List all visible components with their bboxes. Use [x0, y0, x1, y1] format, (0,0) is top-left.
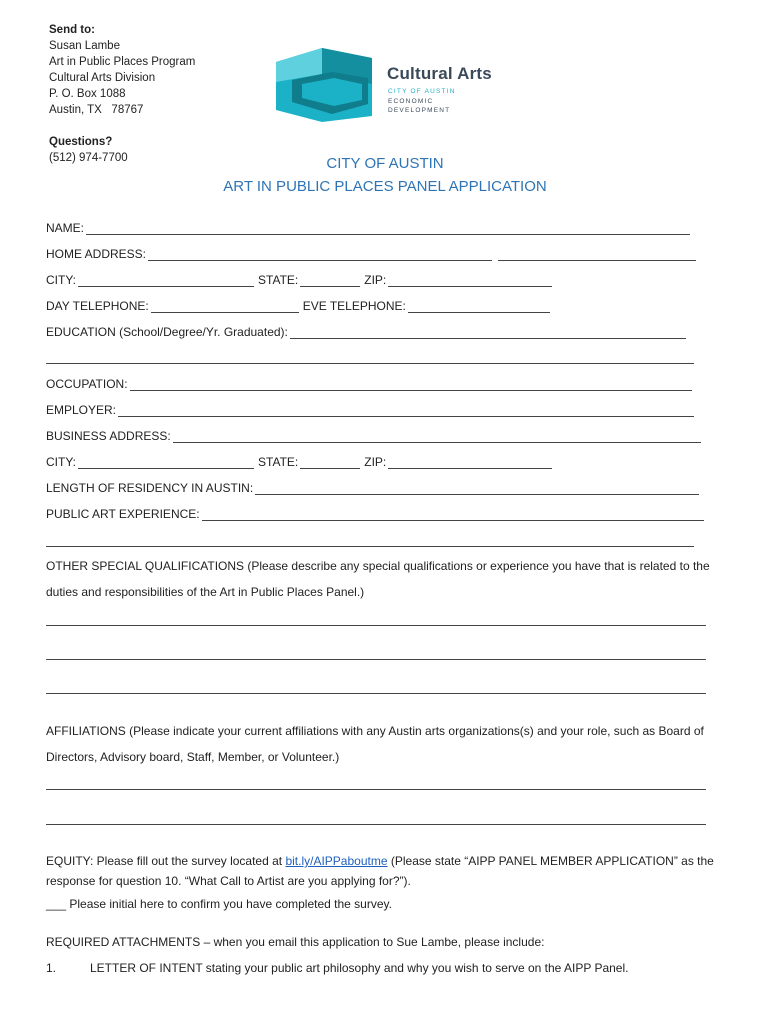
business-address-row: [46, 429, 705, 443]
day-telephone-field[interactable]: [151, 300, 299, 313]
equity-prefix: EQUITY: Please fill out the survey located at: [46, 854, 286, 868]
eve-telephone-field[interactable]: [408, 300, 550, 313]
zip-label: ZIP:: [364, 273, 387, 287]
logo-subtitle-city: CITY OF AUSTIN: [388, 88, 456, 95]
equity-initial-text: ___ Please initial here to confirm you have completed the survey.: [46, 897, 392, 911]
home-address-field[interactable]: [148, 248, 492, 261]
attachments-heading: REQUIRED ATTACHMENTS – when you email this application to Sue Lambe, please include:: [46, 935, 545, 949]
affiliations-line-2[interactable]: [46, 824, 706, 825]
name-row: [46, 221, 694, 235]
state-field[interactable]: [300, 274, 360, 287]
city-state-zip-row: [46, 273, 556, 287]
residency-field[interactable]: [255, 482, 699, 495]
logo-title: Cultural Arts: [387, 64, 492, 83]
public-art-field-2[interactable]: [46, 546, 694, 547]
education-label: EDUCATION (School/Degree/Yr. Graduated):: [46, 325, 288, 339]
city-field-2[interactable]: [78, 456, 254, 469]
employer-label: EMPLOYER:: [46, 403, 117, 417]
send-to-line: P. O. Box 1088: [49, 88, 126, 100]
affiliations-text: AFFILIATIONS (Please indicate your current affiliations with any Austin arts organizations(s) and your role, such as Board of Directors, Advisory board, Staff, Member, or Volunteer.): [46, 724, 704, 764]
attachment-item-number: 1.: [46, 961, 57, 975]
page-title-form: ART IN PUBLIC PLACES PANEL APPLICATION: [223, 178, 547, 195]
business-address-field[interactable]: [173, 430, 701, 443]
home-address-row: [46, 247, 700, 261]
city-state-zip-row-2: [46, 455, 556, 469]
occupation-field[interactable]: [130, 378, 692, 391]
logo-subtitle-line: ECONOMIC: [388, 98, 434, 105]
occupation-row: [46, 377, 696, 391]
zip-label: ZIP:: [364, 455, 387, 469]
other-qualifications-line-1[interactable]: [46, 625, 706, 626]
business-address-label: BUSINESS ADDRESS:: [46, 429, 171, 443]
zip-field[interactable]: [388, 274, 552, 287]
eve-telephone-label: EVE TELEPHONE:: [302, 299, 406, 313]
city-label: CITY:: [46, 273, 77, 287]
state-label: STATE:: [258, 273, 299, 287]
equity-text: [46, 851, 726, 891]
equity-suffix: (Please state “AIPP PANEL MEMBER APPLICATION” as the response for question 10. “What Call to Artist are you applying for?”).: [46, 854, 714, 888]
public-art-field[interactable]: [202, 508, 704, 521]
send-to-line: Art in Public Places Program: [49, 56, 196, 68]
questions-label: Questions?: [49, 136, 113, 148]
name-label: NAME:: [46, 221, 85, 235]
occupation-label: OCCUPATION:: [46, 377, 128, 391]
page-title-city: CITY OF AUSTIN: [326, 155, 444, 172]
education-row: [46, 325, 690, 339]
questions-phone: (512) 974-7700: [49, 152, 128, 164]
survey-link[interactable]: bit.ly/AIPPaboutme: [285, 854, 388, 868]
cultural-arts-logo: [272, 44, 512, 126]
education-field-2[interactable]: [46, 363, 694, 364]
telephone-row: [46, 299, 554, 313]
send-to-line: Austin, TX 78767: [49, 104, 144, 116]
public-art-row: [46, 507, 708, 521]
employer-field[interactable]: [118, 404, 694, 417]
other-qualifications-line-3[interactable]: [46, 693, 706, 694]
logo-subtitle-dept: [388, 97, 450, 115]
home-address-label: HOME ADDRESS:: [46, 247, 147, 261]
day-telephone-label: DAY TELEPHONE:: [46, 299, 149, 313]
affiliations-line-1[interactable]: [46, 789, 706, 790]
other-qualifications-text: OTHER SPECIAL QUALIFICATIONS (Please describe any special qualifications or experience you have that is related to the duties and responsibilities of the Art in Public Places Panel.): [46, 559, 710, 599]
home-address-field-2[interactable]: [498, 248, 696, 261]
city-label: CITY:: [46, 455, 77, 469]
logo-subtitle-line: DEVELOPMENT: [388, 107, 451, 114]
residency-label: LENGTH OF RESIDENCY IN AUSTIN:: [46, 481, 254, 495]
attachment-item-text: LETTER OF INTENT stating your public art philosophy and why you wish to serve on the AIPP Panel.: [90, 961, 629, 975]
employer-row: [46, 403, 698, 417]
zip-field-2[interactable]: [388, 456, 552, 469]
cultural-arts-logo-mark: [272, 44, 382, 126]
state-field-2[interactable]: [300, 456, 360, 469]
residency-row: [46, 481, 703, 495]
name-field[interactable]: [86, 222, 690, 235]
education-field[interactable]: [290, 326, 686, 339]
other-qualifications-line-2[interactable]: [46, 659, 706, 660]
public-art-label: PUBLIC ART EXPERIENCE:: [46, 507, 200, 521]
send-to-line: Susan Lambe: [49, 40, 120, 52]
send-to-block: [49, 22, 195, 166]
city-field[interactable]: [78, 274, 254, 287]
send-to-line: Cultural Arts Division: [49, 72, 156, 84]
state-label: STATE:: [258, 455, 299, 469]
send-to-label: Send to:: [49, 24, 95, 36]
